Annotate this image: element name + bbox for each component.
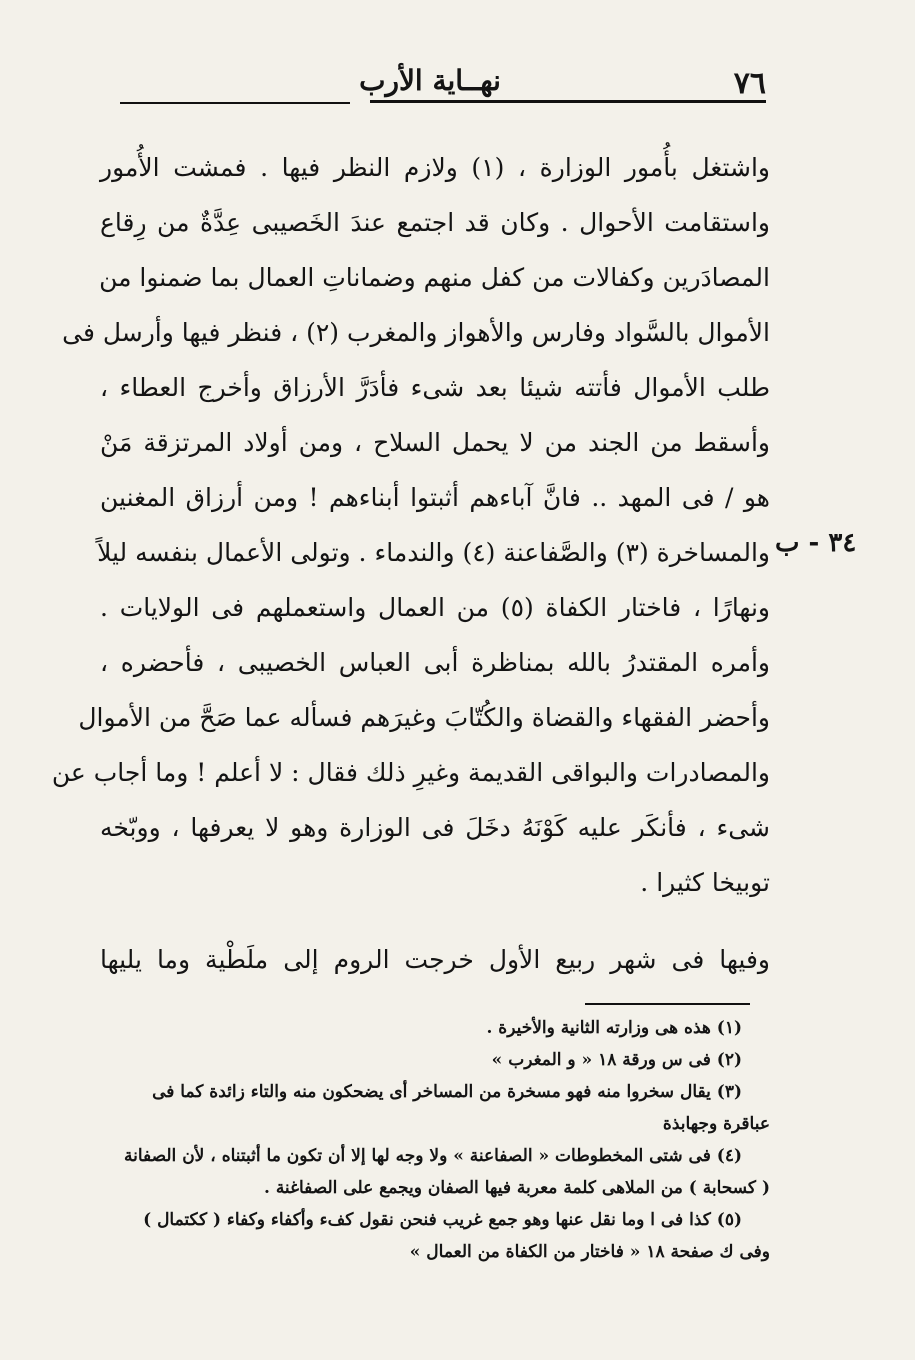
footnote-3: (٣) يقال سخروا منه فهو مسخرة من المساخر أى يضحكون منه والتاء زائدة كما فى [152,1082,742,1102]
footnotes [100,1012,770,1268]
footnote-3-continuation: عباقرة وجهابذة [662,1114,770,1134]
text-line: وأحضر الفقهاء والقضاة والكُتّابَ وغيرَهم فسأله عما صَحَّ من الأموال [78,703,770,732]
text-line: شىء ، فأنكَر عليه كَوْنَهُ دخَلَ فى الوزارة وهو لا يعرفها ، ووبّخه [100,813,770,842]
paragraph-start-line: وفيها فى شهر ربيع الأول خرجت الروم إلى ملَطْية وما يليها [100,945,770,974]
footnote-5-continuation: وفى ك صفحة ١٨ « فاختار من الكفاة من العمال » [409,1242,770,1262]
text-line: هو / فى المهد .. فانَّ آباءهم أثبتوا أبناءهم ! ومن أرزاق المغنين [100,483,770,512]
text-line: والمصادرات والبواقى القديمة وغيرِ ذلك فقال : لا أعلم ! وما أجاب عن [51,758,770,787]
text-line: واشتغل بأُمور الوزارة ، (١) ولازم النظر فيها . فمشت الأُمور [100,153,770,182]
text-line: وأمره المقتدرُ بالله بمناظرة أبى العباس الخصيبى ، فأحضره ، [100,648,770,677]
margin-folio-note: ٣٤ - ب [775,528,857,558]
text-line: واستقامت الأحوال . وكان قد اجتمع عندَ الخَصيبى عِدَّةٌ من رِقاع [100,208,770,237]
header-rule-left [120,102,350,104]
main-text [51,140,770,992]
text-line: طلب الأموال فأتته شيئا بعد شىء فأدَرَّ الأرزاق وأخرج العطاء ، [100,373,770,402]
text-line: الأموال بالسَّواد وفارس والأهواز والمغرب (٢) ، فنظر فيها وأرسل فى [62,318,770,347]
footnote-4: (٤) فى شتى المخطوطات « الصفاعنة » ولا وجه لها إلا أن تكون ما أثبتناه ، لأن الصفانة [124,1146,742,1166]
footnote-1: (١) هذه هى وزارته الثانية والأخيرة . [486,1018,742,1038]
running-title: نهــاية الأرب [359,64,501,97]
text-line: ونهارًا ، فاختار الكفاة (٥) من العمال واستعملهم فى الولايات . [100,593,770,622]
text-line: توبيخا كثيرا . [640,868,770,897]
text-line: والمساخرة (٣) والصَّفاعنة (٤) والندماء . وتولى الأعمال بنفسه ليلاً [97,538,770,567]
header-rule-right [370,100,766,103]
footnote-separator [585,1003,750,1005]
text-line: المصادَرين وكفالات من كفل منهم وضماناتِ العمال بما ضمنوا من [99,263,770,292]
footnote-2: (٢) فى س ورقة ١٨ « و المغرب » [491,1050,742,1070]
page-header [120,62,770,106]
footnote-4-continuation: ( كسحابة ) من الملاهى كلمة معربة فيها الصفان ويجمع على الصفاغنة . [263,1178,770,1198]
footnote-5: (٥) كذا فى ا وما نقل عنها وهو جمع غريب فنحن نقول كفء وأكفاء وكفاء ( ككتمال ) [143,1210,742,1230]
page-number: ٧٦ [733,66,766,101]
text-line: وأسقط من الجند من لا يحمل السلاح ، ومن أولاد المرتزقة مَنْ [100,428,770,457]
